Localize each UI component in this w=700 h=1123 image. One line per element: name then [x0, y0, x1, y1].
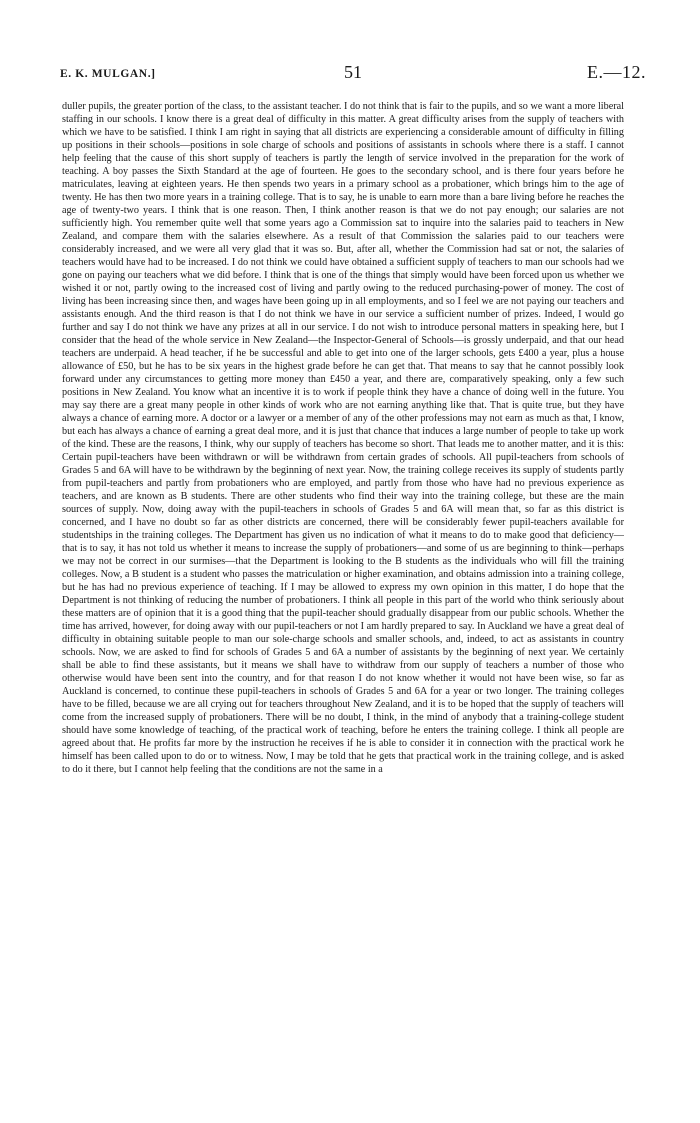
page-number: 51: [344, 62, 362, 82]
body-paragraph: duller pupils, the greater portion of the class, to the assistant teacher. I do not think that is fair to the pupils, and so we want a more liberal staffing in our schools. I know there is a great deal of difficulty in this matter. A great difficulty arises from the supply of teachers with which we have to be satisfied. I think I am right in saying that all districts are experiencing a considerable amount of difficulty in filling up positions in their schools—positions in sole charge of schools and positions of assistants in schools where there is a staff. I cannot help feeling that the cause of this short supply of teachers is partly the length of service involved in the preparation for the work of teaching. A boy passes the Sixth Standard at the age of fourteen. He goes to the secondary school, and is there four years before he matriculates, leaving at eighteen years. He then spends two years in a primary school as a probationer, which brings him to the age of twenty. He has then two more years in a training college. That is to say, he is unable to earn more than a bare living before he reaches the age of twenty-two years. I think that is one reason. Then, I think another reason is that we do not pay enough; our salaries are not sufficiently high. You remember quite well that some years ago a Commission sat to inquire into the salaries paid to teachers in New Zealand, and compare them with the salaries elsewhere. As a result of that Commission the salaries paid to our teachers were considerably increased, and we were all very glad that it was so. But, after all, whether the Commission had sat or not, the salaries of teachers would have had to be increased. I do not think we could have obtained a sufficient supply of teachers to man our schools had we gone on paying our teachers what we did before. I think that is one of the things that simply would have been forced upon us whether we wished it or not, partly owing to the increased cost of living and partly owing to the reduced purchasing-power of money. The cost of living has been increasing since then, and wages have been going up in all employments, and so I feel we are not paying our teachers and assistants enough. And the third reason is that I do not think we have in our service a sufficient number of prizes. Indeed, I would go further and say I do not think we have any prizes at all in our service. I do not wish to introduce personal matters in speaking here, but I consider that the head of the whole service in New Zealand—the Inspector-General of Schools—is grossly underpaid, and that our head teachers are underpaid. A head teacher, if he be successful and able to get into one of the larger schools, gets £400 a year, plus a house allowance of £50, but he has to be six years in the highest grade before he can get that. That means to say that he cannot possibly look forward under any circumstances to getting more money than £450 a year, and there are, comparatively speaking, only a few such positions in New Zealand. You know what an incentive it is to work if people think they have a chance of doing well in the future. You may say there are a great many people in other kinds of work who are not earning anything like that. That is quite true, but they have always a chance of earning more. A doctor or a lawyer or a member of any of the other professions may not earn as much as that, I know, but each has always a chance of earning a great deal more, and it is just that chance that induces a large number of people to take up work of the kind. These are the reasons, I think, why our supply of teachers has become so short. That leads me to another matter, and it is this: Certain pupil-teachers have been withdrawn or will be withdrawn from certain grades of schools. All pupil-teachers from schools of Grades 5 and 6A will have to be withdrawn by the beginning of next year. Now, the training college receives its supply of students partly from pupil-teachers and partly from probationers who are employed, and partly from those who have had no previous experience as teachers, and are known as B students. There are other students who find their way into the training college, but these are the main sources of supply. Now, doing away with the pupil-teachers in schools of Grades 5 and 6A will mean that, so far as this district is concerned, and I have no doubt so far as other districts are concerned, there will be considerably fewer pupil-teachers available for studentships in the training colleges. The Department has given us no indication of what it means to do to make good that deficiency—that is to say, it has not told us whether it means to increase the supply of probationers—and some of us are beginning to think—perhaps we may not be correct in our surmises—that the Department is looking to the B students as the individuals who will fill the training colleges. Now, a B student is a student who passes the matriculation or higher examination, and obtains admission into a training college, but he has had no previous experience of teaching. If I may be allowed to express my own opinion in this matter, I do hope that the Department is not thinking of reducing the number of probationers. I think all people in this part of the world who think seriously about these matters are of opinion that it is a good thing that the pupil-teacher should gradually disappear from our public schools. Whether the time has arrived, however, for doing away with our pupil-teachers or not I am hardly prepared to say. In Auckland we have a great deal of difficulty in obtaining suitable people to man our sole-charge schools and smaller schools, and, indeed, to act as assistants in country schools. Now, we are asked to find for schools of Grades 5 and 6A a number of assistants by the beginning of next year. We certainly shall be able to find these assistants, but it means we shall have to withdraw from our supply of teachers a number of those who otherwise would have been sent into the country, and for that reason I do not know whether it would not have been wise, so far as Auckland is concerned, to continue these pupil-teachers in schools of Grades 5 and 6A for a year or two longer. The training colleges have to be filled, because we are all crying out for teachers throughout New Zealand, and it is to be hoped that the supply of teachers will come from the increased supply of probationers. There will be no doubt, I think, in the mind of anybody that a training-college student should have some knowledge of teaching, of the practical work of teaching, before he enters the training college. I think all people are agreed about that. He profits far more by the instruction he receives if he is able to consider it in connection with the practical work he himself has been called upon to do or to witness. Now, I may be told that he gets that practical work in the training college, and is asked to do it there, but I cannot help feeling that the conditions are not the same in a: [62, 101, 624, 775]
header-speaker: E. K. MULGAN.]: [60, 68, 156, 80]
page-header: [60, 62, 646, 86]
document-reference: E.—12.: [587, 62, 646, 82]
